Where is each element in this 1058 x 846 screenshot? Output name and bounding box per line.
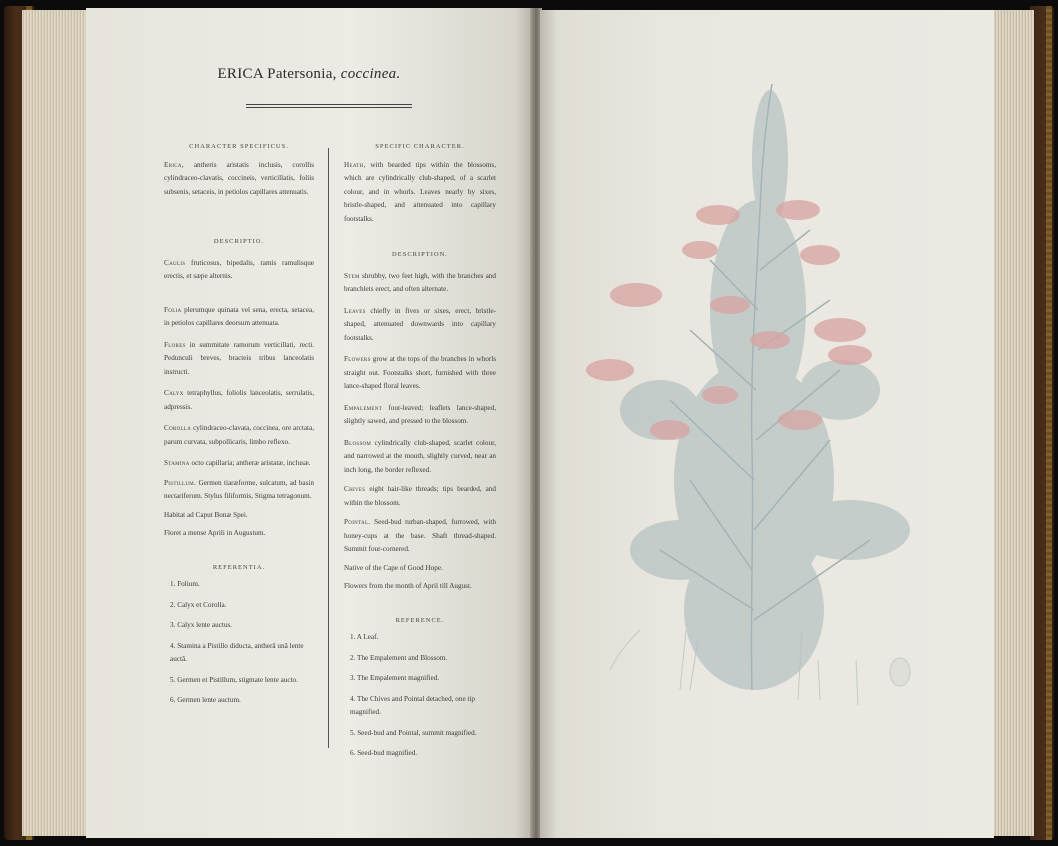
english-para-pointal: Pointal. Seed-bud turban-shaped, furrowed, with honey-cups at the base. Shaft thread-shaped. Summit four-cornered. — [344, 518, 497, 553]
page-title — [86, 66, 532, 83]
english-para-blossom: Blossom cylindrically club-shaped, scarlet colour, and narrowed at the mouth, slightly curved, near an inch long, the border reflexed. — [344, 438, 496, 474]
text-page — [86, 8, 532, 838]
title-rule-top — [246, 104, 412, 105]
latin-column — [164, 140, 314, 708]
latin-ref-item: 3. Calyx lente auctus. — [170, 621, 233, 629]
latin-ref-item: 1. Folium. — [170, 580, 200, 588]
latin-character-text: Erica, antheris aristatis inclusis, corollis cylindraceo-clavatis, coccineis, verticillatis, foliis subsenis, setaceis, in petiolos capillares attenuatis. — [164, 160, 314, 196]
right-page-edges — [994, 10, 1034, 836]
english-character-text: Heath, with bearded tips within the blossoms, which are cylindrically club-shaped, of a scarlet colour, and in whorls. Leaves nearly by sixes, bristle-shaped, and attenuated into capillary footstalks. — [344, 160, 497, 223]
english-para-chives: Chives eight hair-like threads; tips bearded, and within the blossom. — [344, 485, 496, 507]
right-gilt-edge — [1046, 6, 1052, 840]
column-divider — [328, 148, 329, 748]
latin-character-heading: CHARACTER SPECIFICUS. — [189, 143, 289, 150]
english-ref-item: 6. Seed-bud magnified. — [350, 749, 418, 757]
latin-ref-list — [164, 578, 314, 708]
english-habitat: Native of the Cape of Good Hope. — [344, 563, 443, 572]
english-para-flowers: Flowers grow at the tops of the branches in whorls straight out. Footstalks short, furnished with three lance-shaped floral leaves. — [344, 355, 496, 390]
english-description-heading: DESCRIPTION. — [392, 251, 448, 258]
latin-ref-item: 5. Germen et Pistillum, stigmate lente aucto. — [170, 675, 298, 684]
latin-para-flores: Flores in summitate ramorum verticillati, recti. Pedunculi breves, bracteis tribus lanceolatis instructi. — [164, 340, 315, 376]
english-ref-list — [344, 631, 496, 761]
english-para-empalement: Empalement four-leaved; leaflets lance-shaped, slightly sawed, and pressed to the blossom. — [344, 403, 497, 425]
latin-floret: Floret a mense Aprili in Augustum. — [164, 529, 266, 537]
latin-para-pistillum: Pistillum. Germen tiaræforme, sulcatum, ad basin nectariferum. Stylus filiformis, Stigma tetragonum. — [164, 478, 314, 500]
title-genus: ERICA Patersonia, — [217, 66, 337, 82]
plate-page — [540, 10, 994, 838]
left-page-edges — [22, 10, 88, 836]
latin-ref-item: 4. Stamina a Pistillo diducta, antherâ unâ lente auctâ. — [170, 641, 304, 663]
english-character-heading: SPECIFIC CHARACTER. — [375, 143, 465, 150]
erica-plant-illustration — [540, 10, 994, 838]
english-floret: Flowers from the month of April till August. — [344, 582, 472, 590]
english-para-leaves: Leaves chiefly in fives or sixes, erect, bristle-shaped, attenuated downwards into capillary footstalks. — [344, 306, 497, 342]
english-ref-item: 1. A Leaf. — [350, 633, 379, 641]
latin-ref-item: 6. Germen lente auctum. — [170, 696, 241, 704]
title-species: coccinea. — [340, 66, 401, 82]
latin-descriptio-heading: DESCRIPTIO. — [213, 238, 265, 245]
english-ref-item: 2. The Empalement and Blossom. — [350, 653, 448, 662]
latin-para-folia: Folia plerumque quinata vel sena, erecta, setacea, in petiolos capillares deorsum attenuata. — [164, 305, 315, 327]
title-rule-bottom — [246, 107, 412, 108]
latin-para-corolla: Corolla cylindraceo-clavata, coccinea, ore arctata, parum curvata, subpollicaris, limbo reflexo. — [164, 424, 315, 446]
latin-para-caulis: Caulis fruticosus, bipedalis, ramis ramulisque erectis, et sæpe alternis. — [164, 258, 314, 280]
latin-habitat: Habitat ad Caput Bonæ Spei. — [164, 510, 248, 519]
english-reference-heading: REFERENCE. — [395, 616, 445, 624]
latin-para-stamina: Stamina octo capillaria; antheræ aristatæ, inclusæ. — [164, 459, 311, 467]
english-para-stem: Stem shrubby, two feet high, with the branches and branchlets erect, and often alternate. — [344, 271, 496, 293]
english-ref-item: 4. The Chives and Pointal detached, one tip magnified. — [350, 694, 476, 716]
english-ref-item: 3. The Empalement magnified. — [350, 674, 440, 682]
latin-ref-item: 2. Calyx et Corolla. — [170, 600, 227, 609]
english-ref-item: 5. Seed-bud and Pointal, summit magnified. — [350, 728, 477, 737]
latin-referentia-heading: REFERENTIA. — [212, 563, 266, 571]
english-column — [344, 140, 496, 761]
latin-para-calyx: Calyx tetraphyllus, foliolis lanceolatis, serrulatis, adpressis. — [164, 389, 314, 411]
